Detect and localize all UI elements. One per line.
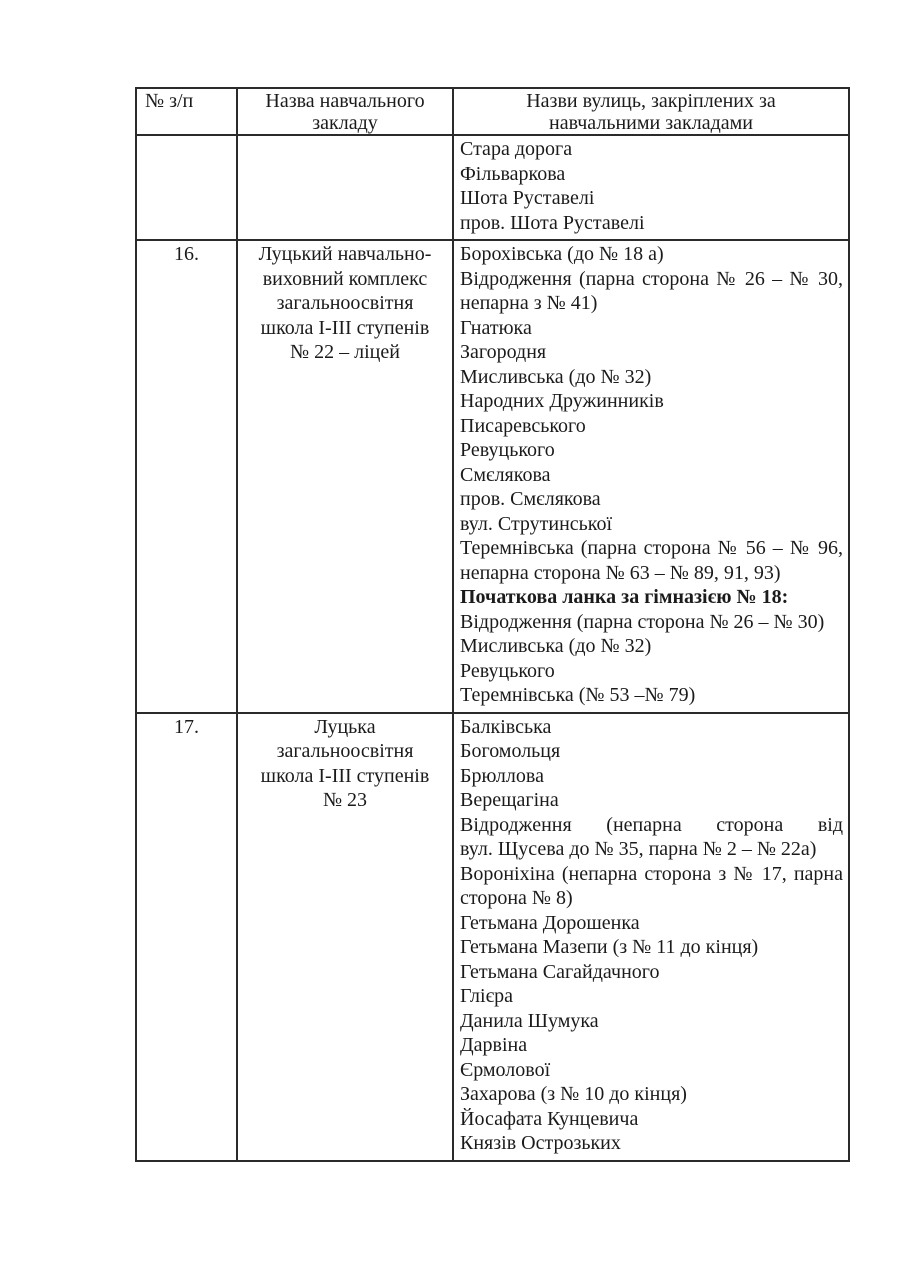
street-list [453, 240, 849, 713]
street-entry: Гнатюка [460, 316, 532, 339]
street-entry: Єрмолової [460, 1058, 551, 1081]
street-entry: Захарова (з № 10 до кінця) [460, 1083, 687, 1105]
school-name: Луцька загальноосвітня школа І-ІІІ ступенів № 23 [237, 713, 453, 1161]
row-number: 17. [136, 713, 237, 1161]
street-entry: Відродження (непарна сторона від вул. Щусева до № 35, парна № 2 – № 22а) [460, 813, 843, 860]
street-entry: Ревуцького [460, 659, 555, 682]
street-entry: Гетьмана Сагайдачного [460, 960, 660, 983]
streets-table [135, 87, 850, 1162]
street-entry: Богомольця [460, 740, 561, 762]
street-entry: Теремнівська (№ 53 –№ 79) [460, 684, 696, 706]
street-entry: Князів Острозьких [460, 1132, 621, 1154]
table-row [136, 135, 849, 240]
street-entry: Стара дорога [460, 138, 573, 160]
street-entry: Гетьмана Мазепи (з № 11 до кінця) [460, 936, 759, 958]
table-row [136, 713, 849, 1161]
col-header-streets [453, 88, 849, 135]
street-entry: Борохівська (до № 18 а) [460, 243, 664, 265]
table-header-row [136, 88, 849, 135]
row-number: 16. [136, 240, 237, 713]
street-entry: пров. Смєлякова [460, 488, 601, 510]
street-entry: Фільваркова [460, 162, 566, 185]
street-entry: Ревуцького [460, 439, 555, 461]
street-entry: Відродження (парна сторона № 26 – № 30) [460, 610, 825, 633]
row-number [136, 135, 237, 240]
street-entry: вул. Струтинської [460, 512, 613, 535]
street-entry: Відродження (парна сторона № 26 – № 30, непарна з № 41) [460, 267, 843, 314]
street-entry: Смєлякова [460, 463, 551, 486]
street-entry: Теремнівська (парна сторона № 56 – № 96, непарна сторона № 63 – № 89, 91, 93) [460, 537, 843, 584]
street-entry: Початкова ланка за гімназією № 18: [460, 586, 789, 608]
col-header-school: Назва навчального закладу [237, 88, 453, 135]
school-name [237, 135, 453, 240]
street-list [453, 135, 849, 240]
street-entry: Мисливська (до № 32) [460, 365, 652, 388]
street-entry: Данила Шумука [460, 1009, 599, 1032]
street-entry: Вороніхіна (непарна сторона з № 17, парна сторона № 8) [460, 862, 843, 909]
street-entry: Гетьмана Дорошенка [460, 911, 640, 934]
street-entry: Народних Дружинників [460, 390, 664, 412]
street-entry: Шота Руставелі [460, 187, 595, 209]
street-entry: пров. Шота Руставелі [460, 211, 645, 234]
school-name: Луцький навчально-виховний комплекс загальноосвітня школа І-ІІІ ступенів № 22 – ліцей [237, 240, 453, 713]
street-entry: Балківська [460, 715, 552, 738]
street-entry: Загородня [460, 341, 547, 363]
street-entry: Йосафата Кунцевича [460, 1107, 639, 1130]
street-entry: Писаревського [460, 414, 586, 437]
col-header-num: № з/п [136, 88, 237, 135]
street-entry: Верещагіна [460, 789, 559, 811]
table-header [136, 88, 849, 135]
table-row [136, 240, 849, 713]
street-entry: Брюллова [460, 764, 544, 787]
street-entry: Глієра [460, 985, 514, 1007]
street-entry: Дарвіна [460, 1034, 528, 1056]
col-header-streets-text: Назви вулиць, закріплених за навчальними закладами [526, 90, 776, 134]
table-body [136, 135, 849, 1161]
street-list [453, 713, 849, 1161]
street-entry: Мисливська (до № 32) [460, 635, 652, 657]
